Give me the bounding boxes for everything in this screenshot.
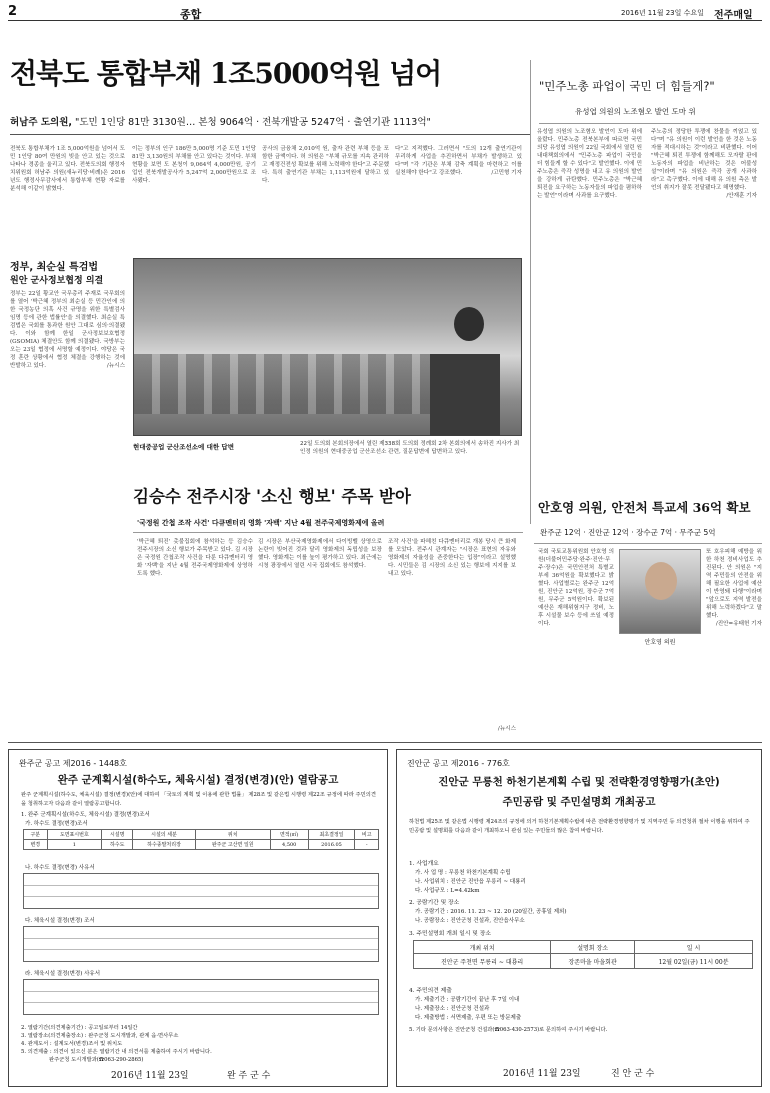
ahn-photo [619,549,701,634]
wanju-table-2 [23,873,379,909]
kim-byline: /뉴시스 [497,726,516,732]
ahn-subhead: 완주군 12억 · 진안군 12억 · 장수군 7억 · 무주군 5억 [540,528,716,537]
jinan-s4a: 가. 제출기간 : 공람기간이 끝난 후 7일 이내 [415,997,520,1003]
table-cell: 12월 02일(금) 11시 00분 [635,954,753,969]
wanju-notice-date: 2016년 11월 23일 [111,1071,189,1081]
table-head-cell: 구분 [24,830,48,840]
wanju-table-3 [23,926,379,962]
issue-date: 2016년 11월 23일 수요일 [621,9,704,17]
kim-headline: 김승수 전주시장 '소신 행보' 주목 받아 [133,487,411,506]
jinan-notice-issuer: 진 안 군 수 [611,1069,655,1079]
wanju-foot-1: 2. 열람기간(의견제출기간) : 공고일로부터 14일간 [21,1025,138,1031]
page-number: 2 [8,4,18,19]
wanju-sec1a: 가. 하수도 결정(변경)조서 [25,821,88,827]
main-col-4 [395,145,522,245]
table-cell: 장존마을 마을회관 [551,954,635,969]
jinan-s1c: 다. 사업규모 : L=4.42km [415,888,480,894]
divider [8,742,762,743]
photo-caption-body: 22일 도의회 본회의장에서 열린 제338회 도의회 정례회 2차 본회의에서 송하진 지사가 최인정 의원의 현대중공업 군산조선소 관련, 질문답변에 답변하고 있다. [300,441,520,455]
wanju-notice-title: 완주 군계획시설(하수도, 체육시설) 결정(변경)(안) 열람공고 [57,774,339,786]
section-name: 종합 [180,8,202,21]
speaker-podium [430,354,500,436]
jinan-s5: 5. 기타 문의사항은 진안군청 건설과(☎063-430-2573)로 문의하여 주시기 바랍니다. [409,1027,608,1033]
jinan-s4: 4. 주민의견 제출 [409,988,452,994]
table-head-cell: 개최 위치 [414,941,551,954]
divider [10,134,530,135]
table-cell: 하수도 [102,840,133,850]
wanju-notice-issuer: 완 주 군 수 [227,1071,271,1081]
wanju-foot-2: 3. 열람장소(의견제출장소) : 완주군청 도시개발과, 관계 읍·면사무소 [21,1033,179,1039]
wanju-sec1b: 나. 하수도 결정(변경) 사유서 [25,865,95,871]
main-col-3: 공사의 금융채 2,010억 원, 출자 관련 부채 등을 포함한 금액이다. 허 의원은 "부채 규모를 지속 관리하고 재정건전성 확보를 위해 노력해야 한다"고 주문했다. 특히 출연기관 부채는 1,113억원에 달하고 있다. [262,146,389,184]
ahn-col-2 [706,548,762,738]
ahn-col-2-text: 또 호우피해 예방을 위한 하천 정비사업도 추진된다. 안 의원은 "지역 주민들의 안전을 위해 필요한 사업에 예산이 반영돼 다행"이라며 "앞으로도 지역 발전을 위해 노력하겠다"고 말했다. [706,549,762,619]
divider [539,123,759,124]
main-col-4-text: 다"고 지적했다. 그러면서 "도의 12개 출연기관이 무리하게 사업을 추진하면서 부채가 발생하고 있다"며 "각 기관은 부채 감축 계획을 마련하고 이를 실천해야 한다"고 강조했다. [395,146,522,176]
jinan-s3: 3. 주민설명회 개최 일시 및 장소 [409,931,491,937]
jinan-notice-label: 진안군 공고 제2016 - 776호 [407,759,510,768]
kim-subhead: '국정원 간첩 조작 사건' 다큐멘터리 영화 '자백' 지난 4월 전주국제영화제에 올려 [137,519,385,527]
right-subhead: 유성엽 의원의 노조혐오 발언 도마 위 [575,107,696,116]
jinan-notice-title-1: 진안군 무릉천 하천기본계획 수립 및 전략환경영향평가(초안) [438,776,720,788]
jinan-notice-intro: 하천법 제25조 및 같은법 시행령 제24조의 규정에 의거 하천기본계획수립에 따른 전략환경영향평가 및 지역주민 등 의견청취 절차 이행을 위하여 주민공람 및 설명회를 다음과 같이 개최하오니 관심 있는 주민들의 많은 참여 바랍니다. [409,819,750,834]
table-cell: 변경 [24,840,48,850]
ahn-photo-caption: 안호영 의원 [644,639,676,646]
wanju-notice-intro: 완주 군계획시설(하수도, 체육시설) 결정(변경)(안)에 대하여 「국토의 계획 및 이용에 관한 법률」 제28조 및 같은법 시행령 제22조 규정에 따라 주민의견을 청취하고자 다음과 같이 열람공고합니다. [21,792,377,807]
side-headline: 정부, 최순실 특검법 [10,262,99,273]
table-head-cell: 일 시 [635,941,753,954]
wanju-sec1c: 다. 체육시설 결정(변경) 조서 [25,918,95,924]
right-story-box [530,60,762,524]
jinan-notice-title-2: 주민공람 및 주민설명회 개최공고 [502,796,656,808]
right-byline: /안재훈 기자 [726,193,757,199]
kim-col-1: '박근혜 퇴진' 촛불집회에 참석하는 등 김승수 전주시장의 소신 행보가 주목받고 있다. 김 시장은 국정원 간첩조작 사건을 다룬 다큐멘터리 영화 '자백'을 지난 4월 전주국제영화제에 상영하도록 했다. [137,539,253,577]
ahn-headline: 안호영 의원, 안전처 특교세 36억 확보 [538,500,751,515]
wanju-foot-5: 완주군청 도시개발과(☎063-290-2865) [49,1057,144,1063]
wanju-foot-4: 5. 의견제출 : 의견이 있으신 분은 열람기간 내 의견서를 제출하여 주시기 바랍니다. [21,1049,212,1055]
wanju-table-1 [23,829,379,850]
paper-name: 전주매일 [714,10,753,21]
jinan-table [413,940,753,969]
ahn-byline: /진안=유태헌 기자 [715,621,762,627]
table-cell: 하수종말처리장 [133,840,195,850]
table-head-cell: 도면표시번호 [47,830,102,840]
wanju-notice-label: 완주군 공고 제2016 - 1448호 [19,759,127,768]
right-headline: "민주노총 파업이 국민 더 힘들게?" [539,79,715,93]
jinan-s4b: 나. 제출장소 : 진안군청 건설과 [415,1006,490,1012]
side-body-text: 정부는 22일 황교안 국무총리 주재로 국무회의를 열어 '박근혜 정부의 최순실 등 민간인에 의한 국정농단 의혹 사건 규명을 위한 특별검사 임명 등에 관한 법률안'을 의결했다. 최순실 특검법은 국회를 통과한 원안 그대로 심의·의결됐다. 이와 함께 한일 군사정보보호협정(GSOMIA) 체결안도 함께 의결됐다. 국방부는 오는 23일 협정에 서명할 예정이다. 야당은 국정 혼란 상황에서 협정 체결을 강행하는 것에 반발하고 있다. [10,291,125,369]
wanju-foot-3: 4. 관계도서 : 설계도서(변경)조서 및 위치도 [21,1041,123,1047]
jinan-s1: 1. 사업개요 [409,861,439,867]
table-head-cell: 비고 [355,830,379,840]
jinan-s2a: 가. 공람기간 : 2016. 11. 23 ~ 12. 20 (20일간, 공휴일 제외) [415,909,567,915]
jinan-s1b: 나. 사업위치 : 진안군 진안읍 무릉리 ~ 대룡리 [415,879,526,885]
side-body [10,290,125,682]
kim-col-2: 김 시장은 부산국제영화제에서 다이빙벨 상영으로 논란이 빚어진 것과 달리 영화제의 독립성을 보장했다. 영화계는 이를 높이 평가하고 있다. 최근에는 시청 광장에서 열린 시국 집회에도 참석했다. [258,539,382,569]
right-col-2 [651,128,757,520]
table-cell: 1 [47,840,102,850]
jinan-notice [396,749,762,1087]
photo-caption-title: 현대중공업 군산조선소에 대한 답변 [133,443,234,451]
main-headline: 전북도 통합부채 1조5000억원 넘어 [10,57,442,90]
table-cell: - [355,840,379,850]
assembly-photo [133,258,522,436]
table-head-cell: 시설명 [102,830,133,840]
jinan-s2b: 나. 공람장소 : 진안군청 건설과, 진안읍사무소 [415,918,525,924]
jinan-s1a: 가. 사 업 명 : 무릉천 하천기본계획 수립 [415,870,511,876]
kim-col-3: 조작 사건'을 파헤친 다큐멘터리로 개봉 당시 큰 화제를 모았다. 전주시 관계자는 "시장은 표현의 자유와 영화제의 자율성을 존중한다는 입장"이라고 설명했다. 시민들은 김 시장의 소신 있는 행보에 지지를 보내고 있다. [388,539,516,577]
wanju-table-4 [23,979,379,1015]
jinan-s4c: 다. 제출방법 : 서면제출, 우편 또는 방문제출 [415,1015,522,1021]
main-col-2: 이는 정부의 인구 186만 5,000명 기준 도민 1인당 81만 3,130원의 부채를 안고 있다는 것이다. 부채현황을 보면 도 본청이 9,064억 4,000만원, 공기업인 전북개발공사가 5,247억 2,000만원으로 조사됐다. [132,146,256,184]
wanju-notice [8,749,388,1087]
table-head-cell: 최초결정일 [308,830,355,840]
main-subhead [10,114,530,128]
table-cell: 진안군 주천면 무릉리 ~ 대룡리 [414,954,551,969]
right-col-2-text: 주노총의 정당한 투쟁에 찬물을 끼얹고 있다"며 "유 의원이 이런 발언을 한 것은 노동자를 적대시하는 것"이라고 비판했다. 이어 "박근혜 퇴진 투쟁에 함께해도 모자랄 판에 노동자의 파업을 비난하는 것은 어불성설"이라며 "유 의원은 즉각 공개 사과하라"고 촉구했다. 이에 대해 유 의원 측은 발언의 취지가 잘못 전달됐다고 해명했다. [651,129,757,191]
table-cell: 완주군 고산면 일원 [195,840,270,850]
divider [133,532,523,533]
side-subhead: 원안 군사정보협정 의결 [10,276,104,286]
right-col-1: 유성엽 의원의 노조혐오 발언이 도마 위에 올랐다. 민주노총 전북본부에 따르면 국민의당 유성엽 의원이 22일 국회에서 열린 원내대책회의에서 "민주노총 파업이 국민을 더 힘들게 할 수 있다"고 발언했다. 이에 민주노총은 즉각 성명을 내고 유 의원의 발언을 강하게 규탄했다. 민주노총은 "박근혜 퇴진을 요구하는 노동자들의 파업을 폄하하는 발언"이라며 사과를 요구했다. [537,129,642,199]
table-cell: 2016.05 [308,840,355,850]
wanju-sec1d: 라. 체육시설 결정(변경) 사유서 [25,971,101,977]
jinan-notice-date: 2016년 11월 23일 [503,1069,581,1079]
main-byline: /고민형 기자 [491,170,522,176]
speaker-figure [454,307,484,341]
table-head-cell: 위치 [195,830,270,840]
table-head-cell: 설명회 장소 [551,941,635,954]
ahn-col-1: 국회 국토교통위원회 안호영 의원(더불어민주당·완주·진안·무주·장수)은 국민안전처 특별교부세 36억원을 확보했다고 밝혔다. 사업별로는 완주군 12억원, 진안군 12억원, 장수군 7억원, 무주군 5억원이다. 확보된 예산은 재해위험지구 정비, 노후 시설물 보수 등에 쓰일 예정이다. [538,549,614,627]
masthead [8,4,762,21]
table-cell: 4,500 [270,840,308,850]
assembly-hall-seats [134,354,434,414]
table-head-cell: 시설의 세분 [133,830,195,840]
side-byline: /뉴시스 [106,363,125,369]
divider [534,543,762,544]
table-head-cell: 면적(㎡) [270,830,308,840]
main-col-1: 전북도 통합부채가 1조 5,000억원을 넘어서 도민 1인당 80여 만원의 빚을 안고 있는 것으로 나타나 경종을 울리고 있다. 전북도의회 행정자치위원회 허남주 의원(새누리당·비례)은 2016년도 행정사무감사에서 통합부채 현황 자료를 분석해 이같이 밝혔다. [10,146,125,192]
jinan-s2: 2. 공람기간 및 장소 [409,900,460,906]
main-subhead-quote: "도민 1인당 81만 3130원… 본청 9064억 · 전북개발공 5247억 · 출연기관 1113억" [75,117,431,128]
ahn-face [645,562,677,600]
main-subhead-speaker: 허남주 도의원, [10,117,72,128]
wanju-sec1: 1. 완주 군계획시설(하수도, 체육시설) 결정(변경)조서 [21,812,150,818]
